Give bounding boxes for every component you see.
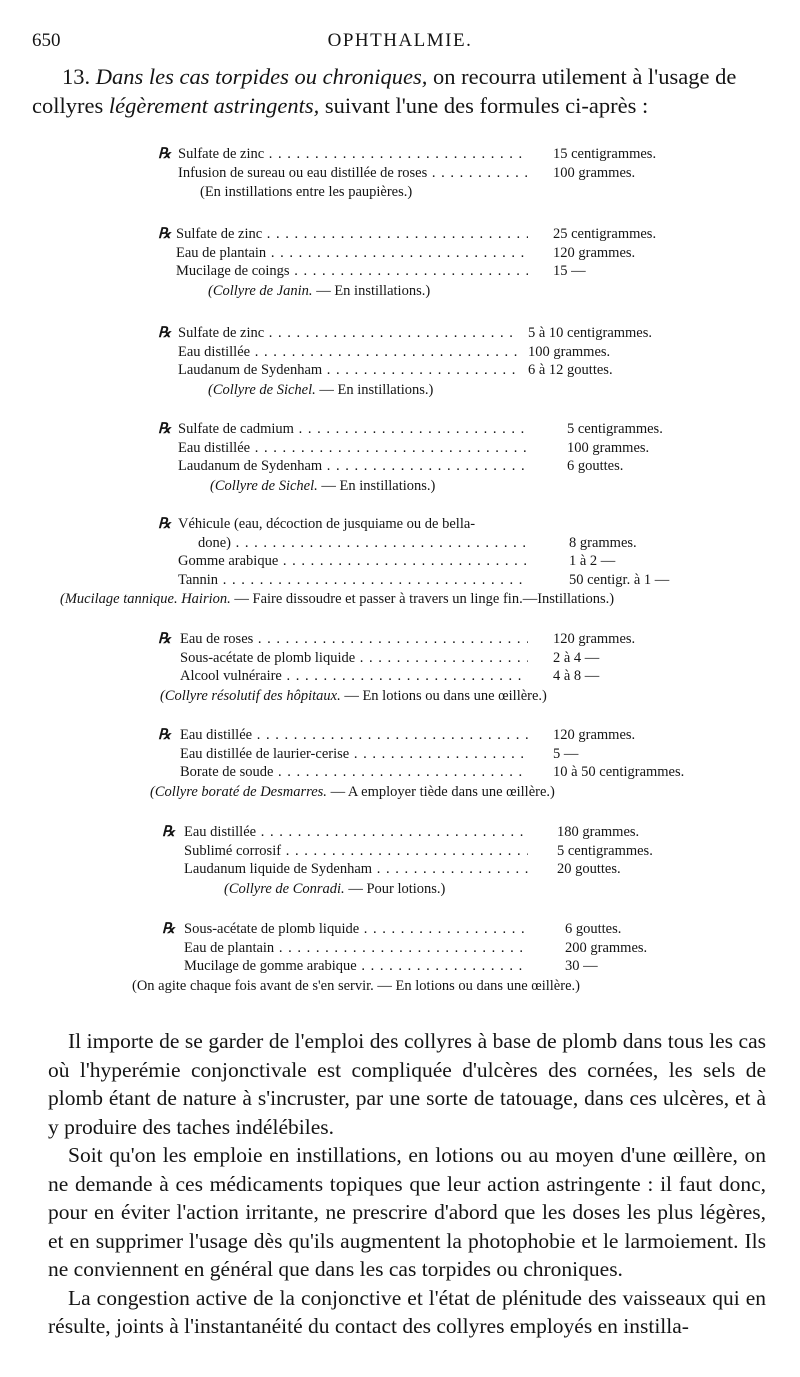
ingredient-name: Gomme arabique . . .: [178, 553, 528, 570]
recipe-symbol: ℞: [158, 421, 171, 437]
ingredient-name: Sulfate de zinc . . .: [178, 325, 518, 342]
formula-line: [0, 572, 800, 591]
formula-line: [0, 843, 800, 862]
ingredient-quantity: 15 centigrammes.: [553, 146, 657, 162]
formula-name: (Collyre de Janin.: [208, 282, 313, 299]
formula-line: [0, 861, 800, 880]
intro-italic-start: Dans les cas torpides ou chroniques,: [95, 64, 428, 89]
formula-name: (Collyre de Conradi.: [224, 880, 345, 897]
formula-note: [0, 880, 800, 900]
ingredient-name: Eau de plantain . . .: [176, 245, 528, 262]
formula-name: (Collyre résolutif des hôpitaux.: [160, 687, 341, 704]
formula-line: [0, 344, 800, 363]
formula-instruction: (On agite chaque fois avant de s'en servir. — En lotions ou dans une œillère.): [132, 977, 580, 994]
formula-line: [0, 746, 800, 765]
ingredient-quantity: 5 à 10 centigrammes.: [528, 325, 653, 341]
ingredient-quantity: 4 à 8 —: [553, 668, 600, 684]
formula-block: [0, 921, 800, 997]
formula-instruction: — Pour lotions.): [344, 880, 446, 897]
intro-paragraph: [32, 62, 772, 120]
ingredient-quantity: 200 grammes.: [565, 939, 648, 956]
ingredient-quantity: 180 grammes.: [557, 824, 640, 840]
ingredient-name: done) . . .: [198, 535, 528, 552]
ingredient-quantity: 20 gouttes.: [557, 861, 621, 877]
ingredient-name: Véhicule (eau, décoction de jusquiame ou de bella-: [178, 516, 476, 532]
formula-instruction: — A employer tiède dans une œillère.): [326, 783, 555, 800]
formula-block: [0, 727, 800, 803]
formula-note: [0, 282, 800, 302]
ingredient-quantity: 8 grammes.: [569, 534, 637, 551]
formula-line: [0, 421, 800, 440]
ingredient-name: Sublimé corrosif . . .: [184, 843, 528, 860]
formula-line: [0, 325, 800, 344]
formula-line: [0, 631, 800, 650]
formula-name: (Mucilage tannique. Hairion.: [60, 591, 231, 607]
ingredient-quantity: 2 à 4 —: [553, 649, 600, 666]
recipe-symbol: ℞: [158, 631, 171, 647]
ingredient-quantity: 30 —: [565, 958, 598, 974]
ingredient-quantity: 5 —: [553, 745, 579, 762]
paragraph: Soit qu'on les emploie en instillations, en lotions ou au moyen d'une œillère, on ne demande à ces médicaments topiques que leur action astringente : il faut donc, pour en éviter l'action irritante, ne prescrire d'abord que les doses les plus légères, et en supprimer l'usage dès qu'ils augmentent la photophobie et le larmoiement. Ils ne conviennent en général que dans les cas torpides ou chroniques.: [48, 1143, 766, 1281]
ingredient-name: Sous-acétate de plomb liquide . . .: [184, 921, 528, 938]
ingredient-name: Mucilage de coings . . .: [176, 263, 528, 280]
formula-note: [0, 183, 800, 203]
running-title: OPHTHALMIE.: [327, 30, 473, 51]
formula-line: [0, 440, 800, 459]
formula-block: [0, 226, 800, 302]
ingredient-name: Sulfate de cadmium . . .: [178, 421, 528, 438]
page-number: 650: [32, 30, 61, 51]
formula-line: [0, 165, 800, 184]
ingredient-name: Eau distillée . . .: [184, 824, 528, 841]
formula-note: [0, 381, 800, 401]
ingredient-name: Laudanum liquide de Sydenham . . .: [184, 861, 528, 878]
formula-name: (Collyre de Sichel.: [208, 381, 316, 398]
recipe-symbol: ℞: [158, 727, 171, 743]
formula-instruction: — En instillations.): [317, 477, 436, 494]
paragraph: La congestion active de la conjonctive et l'état de plénitude des vaisseaux qui en résulte, joints à l'instantanéité du contact des collyres employés en instilla-: [48, 1285, 766, 1338]
formula-block: [0, 516, 800, 610]
paragraph: Il importe de se garder de l'emploi des collyres à base de plomb dans tous les cas où l'hyperémie conjonctivale est compliquée d'ulcères des cornées, les sels de plomb étant de nature à s'incruster, par une sorte de tatouage, dans ces ulcères, et à y produire des taches indélébiles.: [48, 1029, 766, 1139]
ingredient-name: Tannin . . .: [178, 572, 528, 589]
formula-line: [0, 553, 800, 572]
ingredient-name: Laudanum de Sydenham . . .: [178, 458, 528, 475]
formula-line: [0, 263, 800, 282]
ingredient-quantity: 120 grammes.: [553, 631, 636, 647]
ingredient-quantity: 5 centigrammes.: [567, 421, 663, 437]
recipe-symbol: ℞: [158, 516, 171, 532]
formula-line: [0, 764, 800, 783]
formula-name: (Collyre de Sichel.: [210, 477, 318, 494]
ingredient-name: Eau distillée de laurier-cerise . . .: [180, 746, 528, 763]
intro-text-mid: on recourra utilement à l'usage de collyres: [32, 64, 737, 118]
formula-block: [0, 325, 800, 401]
formula-line: [0, 650, 800, 669]
ingredient-quantity: 6 à 12 gouttes.: [528, 362, 613, 378]
intro-italic-mid: légèrement astringents,: [108, 93, 320, 118]
formula-name: (Collyre boraté de Desmarres.: [150, 783, 327, 800]
formula-line: [0, 458, 800, 477]
formula-instruction: — En instillations.): [315, 381, 434, 398]
ingredient-name: Eau de roses . . .: [180, 631, 528, 648]
ingredient-quantity: 100 grammes.: [567, 439, 650, 456]
formula-line: [0, 245, 800, 264]
ingredient-quantity: 15 —: [553, 263, 586, 279]
ingredient-name: Mucilage de gomme arabique . . .: [184, 958, 528, 975]
recipe-symbol: ℞: [162, 921, 175, 937]
formula-line: [0, 535, 800, 554]
ingredient-quantity: 1 à 2 —: [569, 553, 616, 569]
ingredient-quantity: 5 centigrammes.: [557, 842, 653, 859]
recipe-symbol: ℞: [158, 226, 171, 242]
formula-block: [0, 631, 800, 707]
recipe-symbol: ℞: [158, 325, 171, 341]
formula-block: [0, 824, 800, 900]
formula-line: [0, 226, 800, 245]
page-header: [32, 30, 768, 56]
ingredient-quantity: 6 gouttes.: [565, 921, 622, 937]
formula-instruction: (En instillations entre les paupières.): [200, 184, 413, 200]
ingredient-name: Infusion de sureau ou eau distillée de roses . . .: [178, 165, 528, 182]
ingredient-quantity: 10 à 50 centigrammes.: [553, 764, 685, 780]
formula-line: [0, 146, 800, 165]
formula-line: [0, 958, 800, 977]
section-number: 13.: [62, 64, 91, 89]
ingredient-quantity: 100 grammes.: [528, 343, 611, 360]
formula-instruction: — En instillations.): [312, 282, 431, 299]
ingredient-name: Alcool vulnéraire . . .: [180, 668, 528, 685]
formula-block: [0, 146, 800, 203]
ingredient-quantity: 25 centigrammes.: [553, 226, 657, 242]
formula-line: [0, 824, 800, 843]
formula-line: [0, 362, 800, 381]
ingredient-name: Eau de plantain . . .: [184, 940, 528, 957]
recipe-symbol: ℞: [158, 146, 171, 162]
ingredient-quantity: 120 grammes.: [553, 244, 636, 261]
intro-text-end: suivant l'une des formules ci-après :: [319, 93, 649, 118]
formula-instruction: — En lotions ou dans une œillère.): [340, 687, 547, 704]
ingredient-quantity: 50 centigr. à 1 —: [569, 571, 670, 588]
ingredient-quantity: 6 gouttes.: [567, 458, 624, 474]
ingredient-name: Eau distillée . . .: [178, 440, 528, 457]
formula-line: [0, 940, 800, 959]
ingredient-name: Sulfate de zinc . . .: [178, 146, 528, 163]
formula-line: [0, 516, 800, 535]
ingredient-name: Laudanum de Sydenham . . .: [178, 362, 518, 379]
ingredient-name: Borate de soude . . .: [180, 764, 528, 781]
formula-line: [0, 668, 800, 687]
recipe-symbol: ℞: [162, 824, 175, 840]
body-text: [48, 1027, 766, 1341]
ingredient-name: Eau distillée . . .: [178, 344, 518, 361]
formula-note: [0, 687, 800, 707]
ingredient-quantity: 120 grammes.: [553, 727, 636, 743]
formula-note: [0, 590, 800, 610]
ingredient-name: Sulfate de zinc . . .: [176, 226, 528, 243]
formula-block: [0, 421, 800, 497]
formula-instruction: — Faire dissoudre et passer à travers un linge fin.—Instillations.): [230, 591, 615, 607]
formula-line: [0, 727, 800, 746]
ingredient-name: Eau distillée . . .: [180, 727, 528, 744]
formula-note: [0, 783, 800, 803]
ingredient-quantity: 100 grammes.: [553, 164, 636, 181]
ingredient-name: Sous-acétate de plomb liquide . . .: [180, 650, 528, 667]
formula-note: [0, 977, 800, 997]
formula-line: [0, 921, 800, 940]
formula-note: [0, 477, 800, 497]
